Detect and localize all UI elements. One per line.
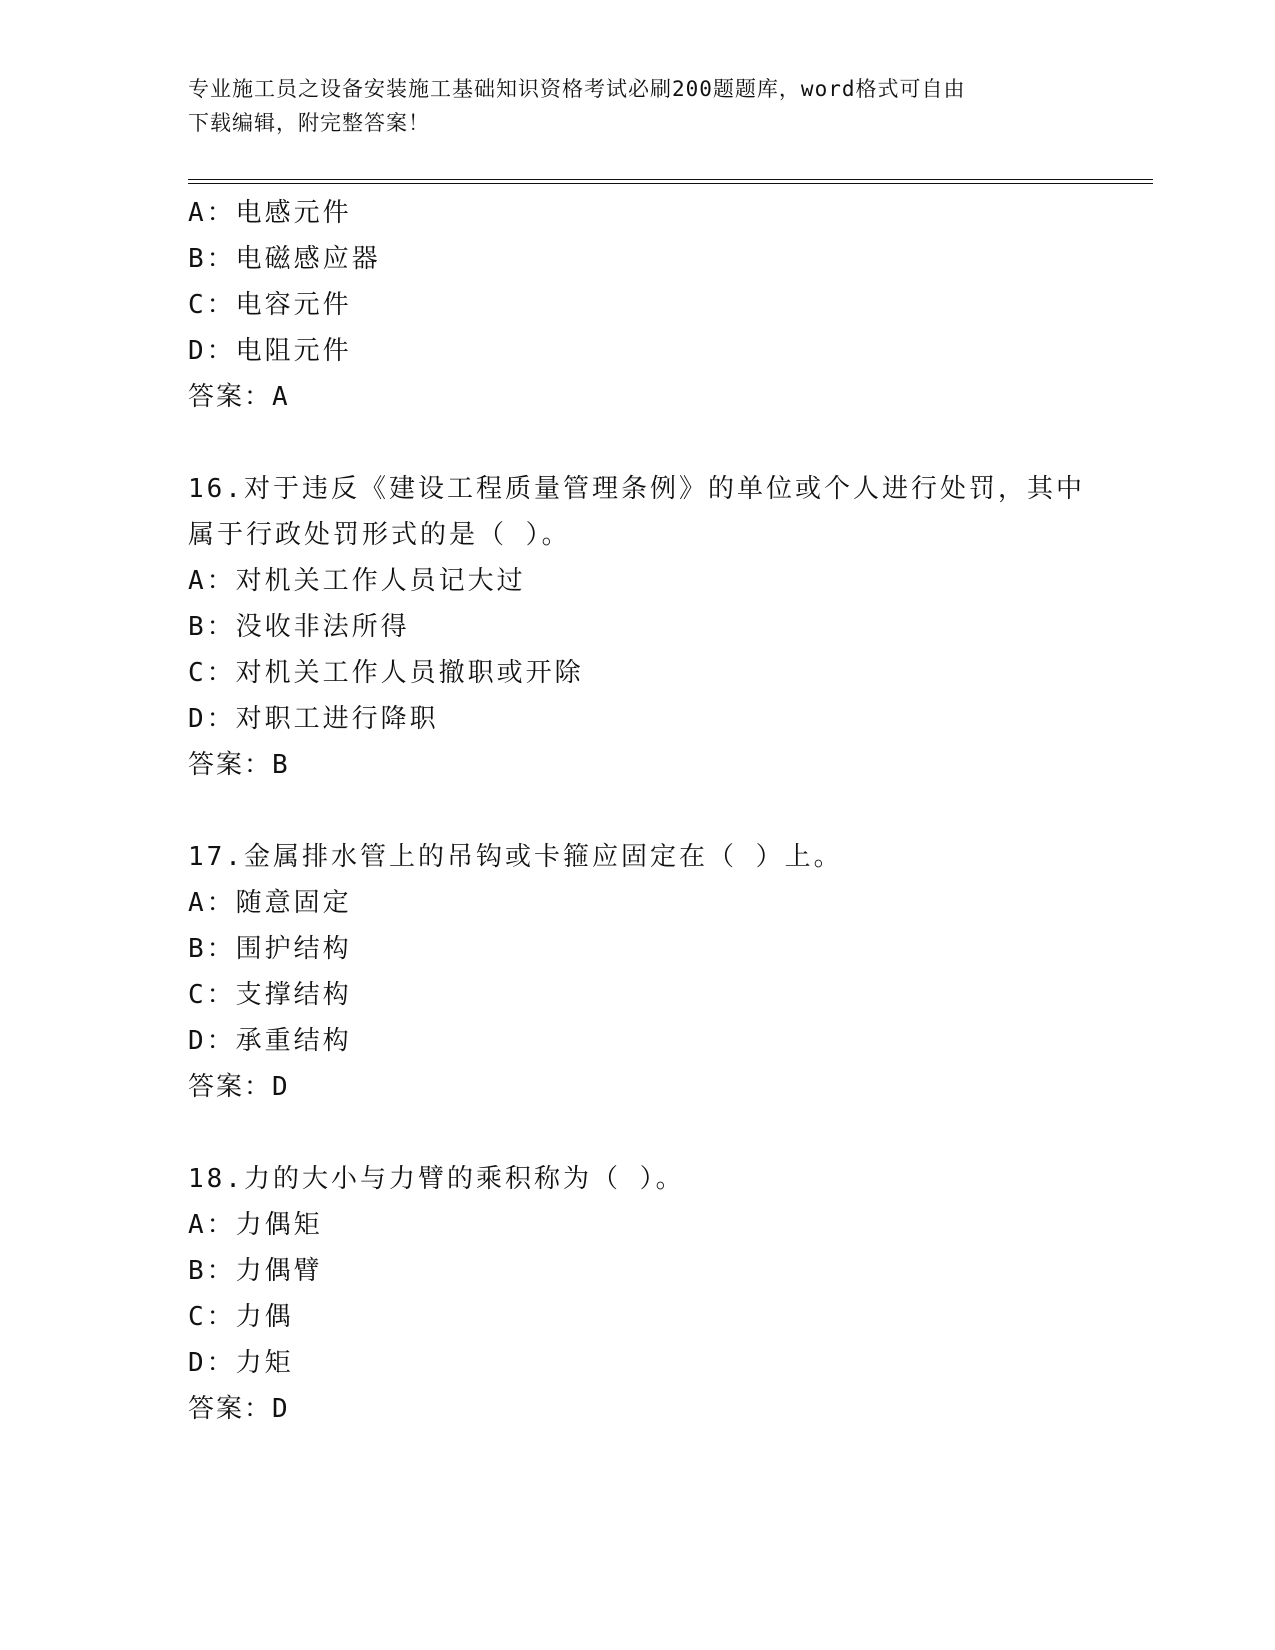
option-a: A：力偶矩 [188,1210,323,1240]
question-block-15 [188,190,1153,420]
question-text-line-2: 属于行政处罚形式的是（ ）。 [188,520,571,550]
question-list [188,190,1153,1432]
option-b: B：电磁感应器 [188,244,381,274]
answer-line: 答案：A [188,382,290,412]
option-a: A：电感元件 [188,198,352,228]
spacer [188,1110,1153,1156]
option-c: C：力偶 [188,1302,294,1332]
spacer [188,788,1153,834]
answer-line: 答案：D [188,1072,290,1102]
question-block-17 [188,834,1153,1110]
header-line-2: 下载编辑，附完整答案！ [188,111,430,135]
option-b: B：没收非法所得 [188,612,410,642]
option-b: B：力偶臂 [188,1256,323,1286]
question-text-line-1: 16.对于违反《建设工程质量管理条例》的单位或个人进行处罚，其中 [188,474,1085,504]
question-block-16 [188,466,1153,788]
question-text-line-1: 18.力的大小与力臂的乘积称为（ ）。 [188,1164,685,1194]
option-d: D：力矩 [188,1348,294,1378]
option-a: A：随意固定 [188,888,352,918]
option-b: B：围护结构 [188,934,352,964]
answer-line: 答案：D [188,1394,290,1424]
option-c: C：对机关工作人员撤职或开除 [188,658,584,688]
option-d: D：承重结构 [188,1026,352,1056]
option-c: C：支撑结构 [188,980,352,1010]
option-c: C：电容元件 [188,290,352,320]
question-text-line-1: 17.金属排水管上的吊钩或卡箍应固定在（ ）上。 [188,842,843,872]
header-line-1: 专业施工员之设备安装施工基础知识资格考试必刷200题题库，word格式可自由 [188,77,966,101]
question-block-18 [188,1156,1153,1432]
header-divider-top [188,179,1153,180]
answer-line: 答案：B [188,750,290,780]
header-divider-bottom [188,183,1153,184]
spacer [188,420,1153,466]
option-a: A：对机关工作人员记大过 [188,566,526,596]
option-d: D：对职工进行降职 [188,704,439,734]
document-header [188,72,1088,140]
option-d: D：电阻元件 [188,336,352,366]
